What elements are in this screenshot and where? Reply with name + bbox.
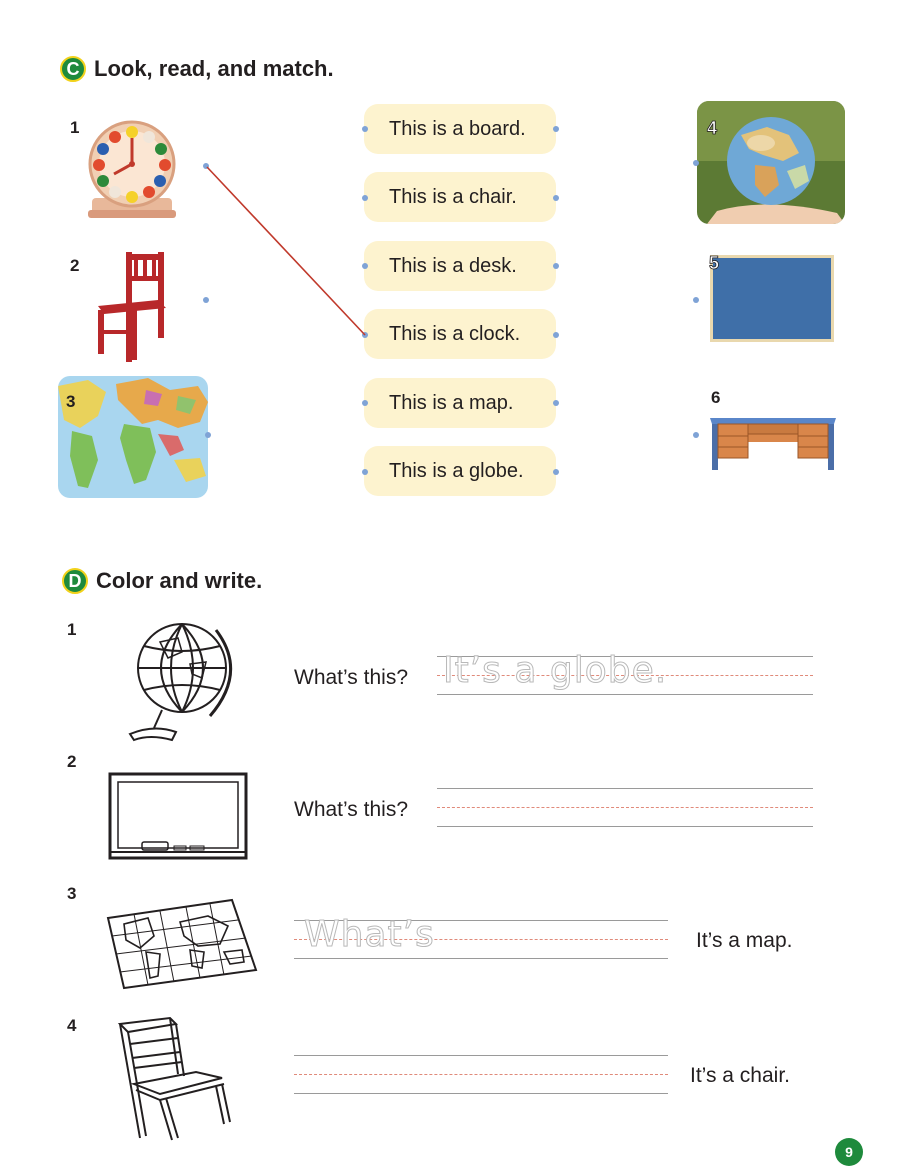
item-number: 2 [67,752,77,771]
match-dot[interactable] [362,126,368,132]
question-text: What’s this? [294,666,408,689]
sentence-text: This is a clock. [389,322,521,345]
writing-line[interactable] [437,788,813,828]
trace-text: It’s a globe. [443,650,668,691]
sentence-text: This is a desk. [389,254,517,277]
match-dot[interactable] [362,332,368,338]
board-drawing-icon [108,772,248,860]
sentence-text: This is a globe. [389,459,524,482]
answer-text: It’s a map. [696,929,793,952]
trace-text: What’s [304,914,435,955]
answer-text: It’s a chair. [690,1064,790,1087]
sentence-pill[interactable] [364,172,556,222]
match-dot[interactable] [553,126,559,132]
match-dot[interactable] [553,400,559,406]
section-c-badge: C [60,56,86,82]
desk-icon [706,410,840,474]
sentence-text: This is a chair. [389,185,517,208]
page-number: 9 [835,1138,863,1166]
item-number: 5 [709,253,720,273]
writing-line[interactable] [294,914,668,960]
sentence-text: This is a board. [389,117,526,140]
sentence-pill[interactable] [364,378,556,428]
chair-drawing-icon [112,1014,236,1142]
match-dot[interactable] [362,469,368,475]
section-d-badge: D [62,568,88,594]
map-image [58,376,208,498]
board-image [710,255,834,342]
match-dot[interactable] [553,469,559,475]
match-dot[interactable] [205,432,211,438]
match-dot[interactable] [693,160,699,166]
item-number: 6 [711,388,721,407]
section-c-heading [60,56,334,82]
match-dot[interactable] [362,195,368,201]
sentence-pill[interactable] [364,446,556,496]
chair-icon [92,248,172,364]
map-drawing-icon [104,896,260,990]
match-dot[interactable] [362,400,368,406]
sentence-text: This is a map. [389,391,514,414]
writing-line[interactable] [294,1055,668,1095]
item-number: 1 [70,118,80,137]
match-dot[interactable] [362,263,368,269]
item-number: 2 [70,256,80,275]
match-dot[interactable] [693,432,699,438]
section-c-title: Look, read, and match. [94,56,334,81]
match-dot[interactable] [553,263,559,269]
match-dot[interactable] [203,163,209,169]
clock-icon [82,118,182,220]
match-dot[interactable] [203,297,209,303]
item-number: 3 [66,392,76,411]
item-number: 3 [67,884,77,903]
writing-line[interactable] [437,650,813,696]
globe-drawing-icon [120,612,242,746]
match-dot[interactable] [693,297,699,303]
match-dot[interactable] [553,195,559,201]
sentence-pill[interactable] [364,241,556,291]
section-d-title: Color and write. [96,568,263,593]
match-dot[interactable] [553,332,559,338]
question-text: What’s this? [294,798,408,821]
item-number: 1 [67,620,77,639]
item-number: 4 [707,118,718,138]
item-number: 4 [67,1016,77,1035]
sentence-pill[interactable] [364,309,556,359]
sentence-pill[interactable] [364,104,556,154]
globe-image [697,101,845,224]
section-d-heading [62,568,262,594]
